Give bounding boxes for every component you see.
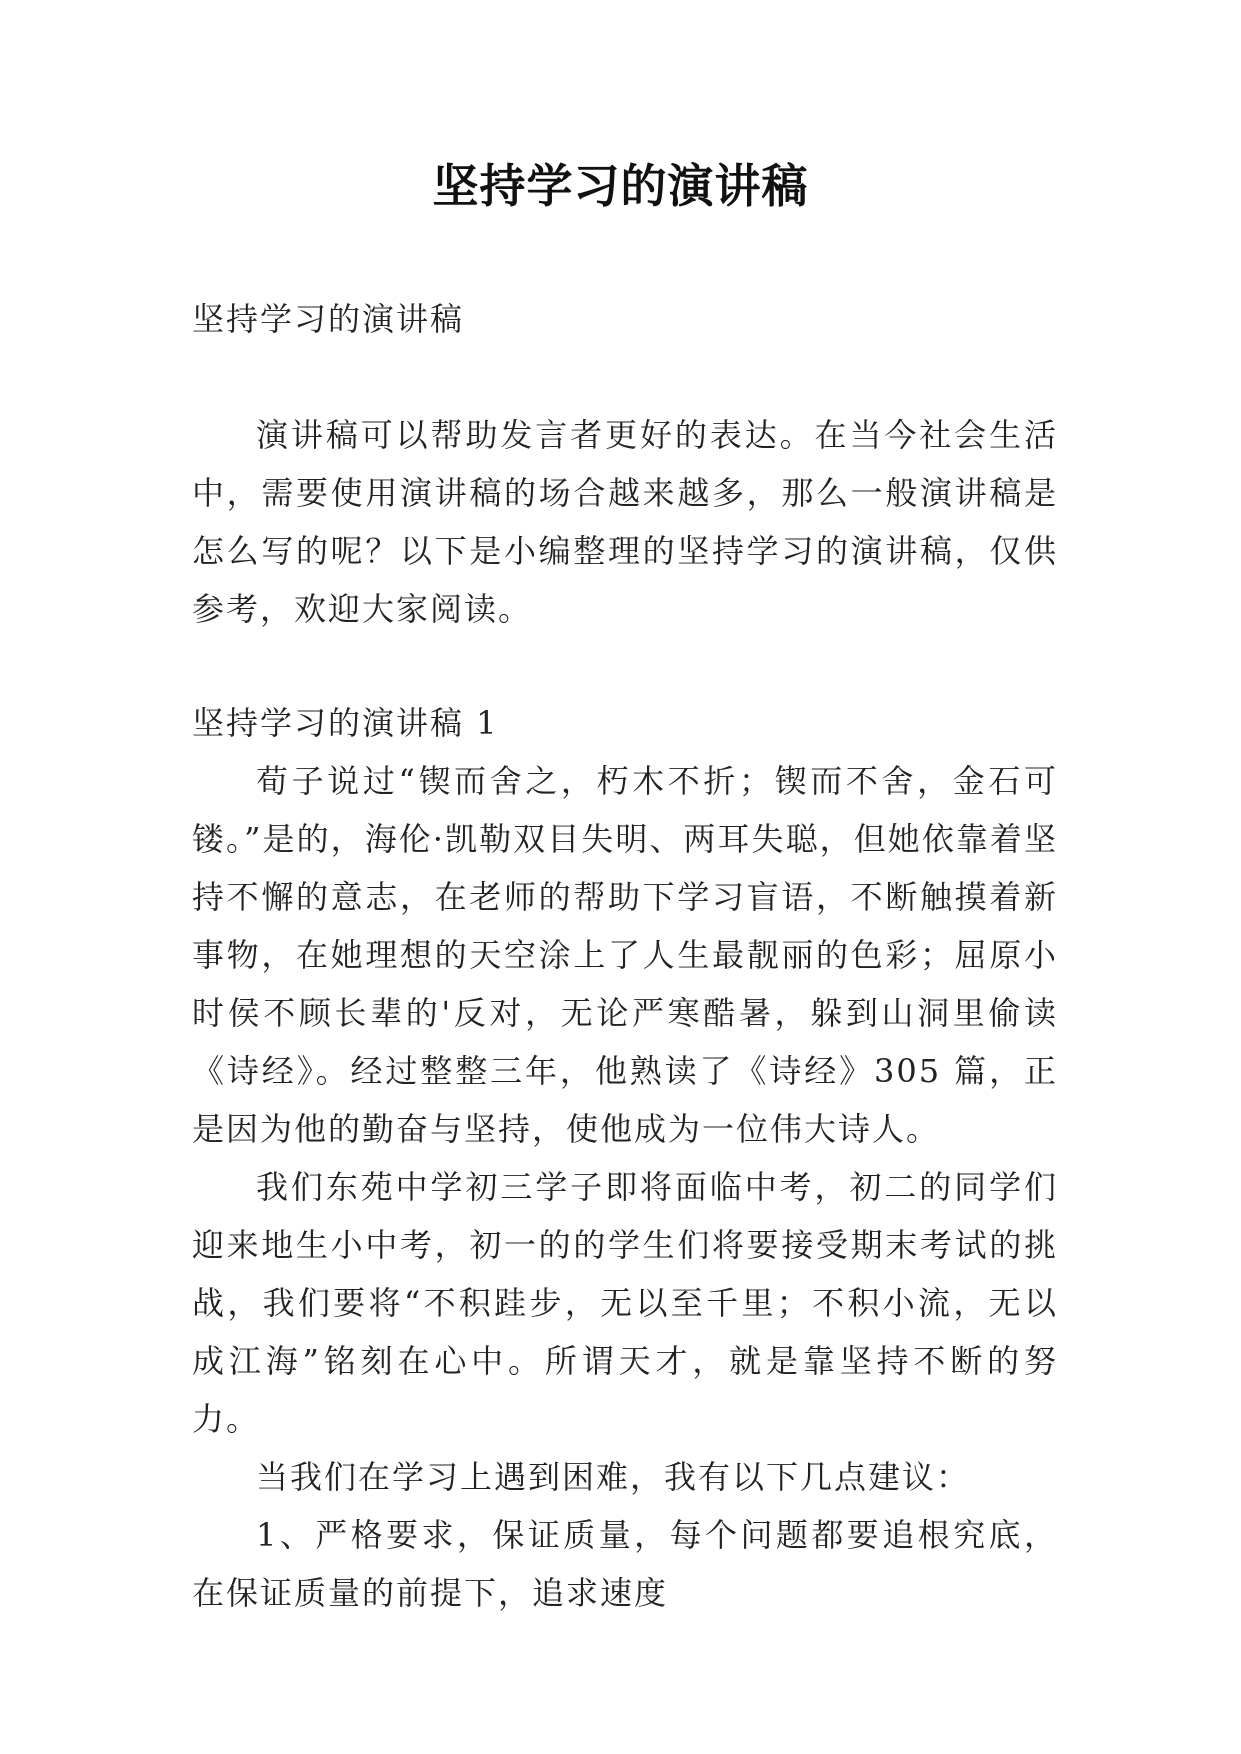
document-subtitle: 坚持学习的演讲稿 xyxy=(192,300,465,338)
intro-paragraph: 演讲稿可以帮助发言者更好的表达。在当今社会生活中，需要使用演讲稿的场合越来越多，那么一般演讲稿是怎么写的呢？以下是小编整理的坚持学习的演讲稿，仅供参考，欢迎大家阅读。 xyxy=(192,416,1058,628)
body-paragraph: 当我们在学习上遇到困难，我有以下几点建议： xyxy=(256,1458,971,1496)
section-heading: 坚持学习的演讲稿 1 xyxy=(192,704,499,742)
body-paragraph: 1、严格要求，保证质量，每个问题都要追根究底，在保证质量的前提下，追求速度 xyxy=(192,1516,1058,1612)
body-paragraph: 荀子说过“锲而舍之，朽木不折；锲而不舍，金石可镂。”是的，海伦·凯勒双目失明、两耳失聪，但她依靠着坚持不懈的意志，在老师的帮助下学习盲语，不断触摸着新事物，在她理想的天空涂上了人生最靓丽的色彩；屈原小时侯不顾长辈的'反对，无论严寒酷暑，躲到山洞里偷读《诗经》。经过整整三年，他熟读了《诗经》305 篇，正是因为他的勤奋与坚持，使他成为一位伟大诗人。 xyxy=(192,762,1058,1148)
document-title: 坚持学习的演讲稿 xyxy=(432,159,809,213)
document-body xyxy=(192,290,1058,1622)
body-paragraph: 我们东苑中学初三学子即将面临中考，初二的同学们迎来地生小中考，初一的的学生们将要接受期末考试的挑战，我们要将“不积跬步，无以至千里；不积小流，无以成江海”铭刻在心中。所谓天才，就是靠坚持不断的努力。 xyxy=(192,1168,1058,1438)
